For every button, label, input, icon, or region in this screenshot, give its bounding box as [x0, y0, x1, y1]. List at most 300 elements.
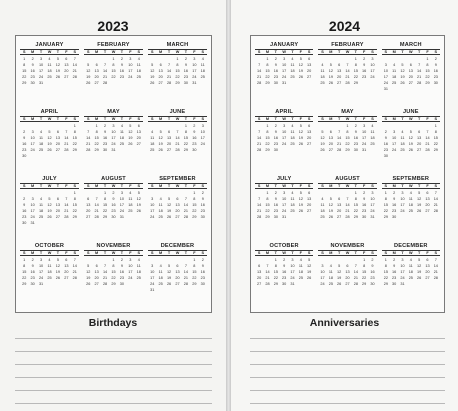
day-grid	[255, 123, 313, 153]
day-number: 14	[337, 136, 342, 140]
weekday-letter: T	[291, 184, 294, 188]
weekday-letter: W	[111, 251, 116, 255]
day-number: 31	[38, 81, 44, 85]
day-number: 16	[433, 69, 438, 73]
day-number: 27	[64, 276, 69, 280]
day-number: 19	[158, 142, 163, 146]
day-number: 16	[273, 203, 278, 207]
weekday-letter: T	[39, 50, 43, 54]
weekday-letter: M	[329, 117, 333, 121]
day-number: 10	[119, 197, 125, 201]
month-block	[148, 241, 207, 308]
day-number: 7	[73, 258, 76, 262]
weekday-letter: W	[282, 117, 286, 121]
day-number: 2	[31, 57, 34, 61]
day-number: 3	[283, 57, 286, 61]
day-number: 5	[168, 264, 171, 268]
day-number: 26	[166, 215, 172, 219]
weekday-letter: W	[175, 50, 180, 54]
day-number: 11	[370, 130, 375, 134]
day-number: 12	[86, 69, 91, 73]
day-number: 8	[73, 197, 76, 201]
day-number: 25	[128, 209, 133, 213]
weekday-letter: M	[159, 117, 163, 121]
day-number: 22	[22, 276, 27, 280]
day-number: 16	[111, 203, 116, 207]
day-number: 2	[274, 124, 277, 128]
weekday-letter: W	[282, 184, 286, 188]
day-number: 27	[55, 215, 61, 219]
day-number: 12	[298, 63, 303, 67]
day-number: 15	[265, 203, 270, 207]
day-number: 11	[290, 63, 295, 67]
day-number: 21	[64, 142, 69, 146]
month-name: AUGUST	[335, 176, 360, 182]
day-number: 14	[265, 270, 270, 274]
weekday-letter: T	[56, 251, 60, 255]
weekday-letter: T	[291, 251, 294, 255]
day-number: 25	[158, 282, 163, 286]
day-number: 18	[158, 276, 163, 280]
weekday-letter: T	[354, 50, 357, 54]
weekday-letter: F	[193, 50, 196, 54]
day-number: 29	[425, 81, 430, 85]
weekday-header	[318, 183, 376, 189]
day-number: 11	[39, 136, 44, 140]
day-number: 5	[137, 191, 140, 195]
day-number: 15	[22, 270, 27, 274]
weekday-header	[84, 183, 143, 189]
day-grid	[255, 56, 313, 86]
weekday-letter: M	[95, 184, 99, 188]
calendar-box	[15, 35, 212, 313]
day-number: 23	[362, 209, 367, 213]
weekday-header	[20, 183, 79, 189]
day-number: 22	[362, 276, 367, 280]
right-page	[231, 0, 458, 411]
day-number: 21	[257, 142, 262, 146]
section-title-birthdays: Birthdays	[88, 317, 138, 329]
day-number: 12	[417, 197, 422, 201]
day-number: 25	[290, 142, 295, 146]
day-number: 19	[328, 209, 333, 213]
day-number: 9	[283, 264, 286, 268]
day-number: 5	[159, 130, 162, 134]
day-number: 9	[201, 264, 204, 268]
day-number: 6	[176, 197, 179, 201]
day-number: 23	[433, 75, 438, 79]
day-number: 16	[192, 136, 197, 140]
day-number: 10	[192, 63, 197, 67]
month-block	[255, 40, 313, 107]
day-number: 7	[426, 130, 429, 134]
day-number: 17	[128, 270, 133, 274]
weekday-letter: F	[426, 50, 429, 54]
day-number: 12	[320, 136, 325, 140]
weekday-header	[382, 49, 440, 55]
day-number: 18	[290, 136, 295, 140]
weekday-letter: F	[129, 117, 132, 121]
day-grid	[20, 56, 79, 86]
day-number: 7	[176, 130, 179, 134]
day-number: 25	[320, 81, 325, 85]
weekday-letter: T	[354, 117, 357, 121]
weekday-letter: F	[362, 117, 366, 121]
weekday-letter: S	[321, 251, 324, 255]
month-name: APRIL	[40, 109, 59, 115]
day-number: 23	[192, 142, 197, 146]
weekday-letter: F	[299, 251, 302, 255]
weekday-letter: W	[111, 50, 116, 54]
day-number: 27	[337, 215, 342, 219]
day-number: 3	[401, 258, 404, 262]
weekday-header	[148, 183, 207, 189]
weekday-letter: S	[73, 251, 77, 255]
day-number: 28	[337, 148, 342, 152]
day-number: 8	[426, 63, 429, 67]
day-number: 2	[31, 258, 34, 262]
day-number: 23	[183, 75, 189, 79]
day-number: 2	[363, 57, 366, 61]
day-number: 30	[192, 148, 197, 152]
day-number: 27	[166, 148, 172, 152]
day-number: 21	[72, 270, 77, 274]
day-number: 8	[266, 197, 269, 201]
day-number: 17	[362, 136, 367, 140]
day-number: 22	[183, 142, 189, 146]
day-number: 23	[200, 276, 205, 280]
day-number: 30	[200, 215, 205, 219]
day-number: 25	[38, 215, 44, 219]
day-number: 31	[362, 148, 367, 152]
day-number: 17	[30, 142, 35, 146]
day-number: 3	[129, 258, 132, 262]
day-number: 3	[40, 57, 43, 61]
day-number: 19	[150, 75, 155, 79]
day-number: 1	[73, 124, 76, 128]
day-number: 12	[298, 197, 303, 201]
day-number: 2	[274, 191, 277, 195]
day-number: 24	[362, 142, 367, 146]
weekday-letter: T	[274, 50, 277, 54]
weekday-letter: S	[86, 50, 90, 54]
day-number: 19	[86, 75, 91, 79]
day-number: 3	[151, 197, 154, 201]
weekday-header	[382, 116, 440, 122]
day-number: 11	[290, 130, 295, 134]
day-number: 4	[137, 258, 140, 262]
weekday-letter: S	[307, 251, 311, 255]
day-number: 10	[282, 197, 287, 201]
day-number: 31	[119, 215, 125, 219]
day-number: 14	[353, 270, 358, 274]
day-number: 27	[307, 142, 312, 146]
day-number: 3	[371, 191, 374, 195]
weekday-letter: F	[299, 117, 302, 121]
month-block	[255, 174, 313, 241]
day-number: 8	[95, 130, 98, 134]
day-number: 15	[265, 69, 270, 73]
day-number: 8	[184, 130, 187, 134]
day-number: 5	[338, 264, 341, 268]
day-number: 15	[192, 270, 197, 274]
weekday-letter: T	[354, 184, 357, 188]
weekday-header	[318, 116, 376, 122]
month-name: MAY	[341, 109, 354, 115]
day-number: 16	[353, 136, 358, 140]
weekday-letter: W	[175, 117, 180, 121]
day-number: 28	[425, 148, 430, 152]
day-number: 8	[384, 264, 387, 268]
weekday-letter: S	[307, 184, 311, 188]
day-number: 19	[47, 142, 52, 146]
day-number: 9	[393, 264, 396, 268]
weekday-letter: T	[184, 117, 188, 121]
day-number: 27	[337, 81, 342, 85]
day-number: 24	[128, 276, 133, 280]
day-number: 29	[345, 148, 350, 152]
day-number: 19	[320, 142, 325, 146]
day-number: 4	[409, 258, 412, 262]
day-number: 19	[328, 75, 333, 79]
day-number: 4	[137, 57, 140, 61]
day-number: 4	[401, 130, 404, 134]
day-number: 23	[102, 142, 108, 146]
day-number: 15	[22, 69, 27, 73]
day-number: 1	[112, 258, 115, 262]
month-name: JULY	[42, 176, 57, 182]
day-number: 5	[418, 191, 421, 195]
weekday-letter: M	[31, 50, 35, 54]
day-number: 17	[38, 69, 44, 73]
day-number: 28	[257, 81, 262, 85]
weekday-letter: S	[371, 184, 374, 188]
day-number: 26	[298, 142, 303, 146]
day-number: 7	[418, 63, 421, 67]
day-number: 31	[111, 148, 116, 152]
month-name: OCTOBER	[269, 243, 299, 249]
weekday-letter: M	[95, 117, 99, 121]
day-number: 19	[128, 136, 133, 140]
day-number: 7	[168, 63, 171, 67]
weekday-header	[84, 250, 143, 256]
day-number: 1	[266, 57, 269, 61]
day-number: 12	[417, 264, 422, 268]
weekday-letter: M	[329, 184, 333, 188]
weekday-letter: M	[159, 184, 163, 188]
day-number: 26	[408, 148, 413, 152]
day-number: 29	[362, 282, 367, 286]
day-number: 6	[137, 124, 140, 128]
day-number: 29	[175, 81, 180, 85]
writing-line	[15, 351, 212, 352]
day-number: 1	[426, 57, 429, 61]
day-number: 27	[328, 148, 333, 152]
weekday-header	[148, 49, 207, 55]
day-number: 22	[175, 75, 180, 79]
day-number: 1	[176, 57, 179, 61]
day-number: 9	[120, 63, 123, 67]
day-number: 5	[56, 258, 59, 262]
month-name: NOVEMBER	[330, 243, 365, 249]
day-number: 13	[337, 203, 342, 207]
day-number: 13	[307, 197, 312, 201]
day-number: 7	[104, 264, 107, 268]
day-number: 31	[370, 215, 375, 219]
day-number: 21	[345, 209, 350, 213]
day-number: 6	[338, 197, 341, 201]
weekday-letter: F	[65, 251, 68, 255]
day-number: 4	[159, 264, 162, 268]
day-number: 27	[425, 209, 430, 213]
day-number: 11	[128, 197, 133, 201]
day-number: 24	[400, 209, 405, 213]
day-number: 15	[72, 203, 77, 207]
day-number: 14	[183, 203, 189, 207]
day-number: 16	[282, 270, 287, 274]
day-number: 17	[383, 75, 388, 79]
day-number: 30	[30, 81, 35, 85]
day-number: 11	[200, 63, 205, 67]
day-number: 26	[298, 209, 303, 213]
day-number: 9	[274, 130, 277, 134]
weekday-letter: M	[392, 50, 396, 54]
weekday-letter: W	[175, 184, 180, 188]
day-number: 22	[72, 209, 77, 213]
day-number: 28	[183, 215, 189, 219]
day-number: 11	[136, 264, 141, 268]
day-number: 3	[363, 124, 366, 128]
day-number: 6	[56, 130, 59, 134]
day-number: 9	[371, 264, 374, 268]
day-number: 9	[354, 130, 357, 134]
day-number: 29	[22, 282, 27, 286]
day-number: 10	[38, 264, 44, 268]
day-number: 7	[354, 264, 357, 268]
day-number: 25	[370, 142, 375, 146]
day-number: 21	[257, 209, 262, 213]
weekday-letter: S	[137, 184, 141, 188]
month-name: MARCH	[399, 42, 422, 48]
day-number: 25	[136, 276, 141, 280]
day-number: 23	[383, 148, 388, 152]
day-number: 22	[22, 75, 27, 79]
weekday-header	[84, 116, 143, 122]
day-number: 12	[166, 203, 172, 207]
day-number: 31	[290, 282, 295, 286]
weekday-letter: S	[201, 117, 205, 121]
day-number: 28	[175, 148, 180, 152]
day-number: 4	[291, 124, 294, 128]
day-number: 31	[150, 288, 155, 292]
day-number: 11	[328, 270, 333, 274]
day-number: 14	[94, 203, 99, 207]
weekday-letter: T	[120, 117, 124, 121]
day-number: 4	[291, 191, 294, 195]
weekday-letter: S	[137, 50, 141, 54]
day-number: 22	[433, 142, 438, 146]
day-number: 20	[94, 75, 99, 79]
weekday-letter: W	[409, 251, 413, 255]
day-number: 9	[31, 63, 34, 67]
day-number: 6	[409, 63, 412, 67]
day-number: 30	[22, 154, 27, 158]
weekday-letter: S	[307, 50, 311, 54]
day-number: 28	[64, 215, 69, 219]
day-number: 21	[353, 276, 358, 280]
day-number: 1	[112, 57, 115, 61]
day-number: 10	[282, 130, 287, 134]
day-number: 29	[433, 148, 438, 152]
day-number: 12	[55, 264, 61, 268]
day-number: 23	[22, 148, 27, 152]
month-block	[382, 40, 440, 107]
day-number: 17	[320, 276, 325, 280]
day-number: 20	[257, 276, 262, 280]
day-number: 18	[400, 142, 405, 146]
weekday-letter: W	[47, 251, 52, 255]
day-number: 27	[94, 81, 99, 85]
day-number: 7	[184, 197, 187, 201]
day-number: 13	[175, 203, 180, 207]
day-number: 8	[193, 197, 196, 201]
weekday-letter: W	[345, 50, 350, 54]
day-number: 8	[384, 197, 387, 201]
day-number: 3	[283, 124, 286, 128]
day-number: 11	[39, 203, 44, 207]
day-number: 4	[321, 197, 324, 201]
day-number: 25	[38, 148, 44, 152]
day-number: 18	[128, 203, 133, 207]
day-number: 15	[183, 136, 189, 140]
day-number: 21	[265, 276, 270, 280]
weekday-header	[318, 49, 376, 55]
day-number: 1	[346, 124, 349, 128]
day-number: 13	[328, 136, 333, 140]
day-number: 15	[72, 136, 77, 140]
day-number: 14	[257, 136, 262, 140]
day-number: 6	[56, 197, 59, 201]
day-number: 28	[433, 209, 438, 213]
day-number: 5	[299, 57, 302, 61]
day-number: 1	[193, 258, 196, 262]
day-number: 18	[200, 69, 205, 73]
day-number: 8	[112, 264, 115, 268]
weekday-letter: M	[392, 184, 396, 188]
day-number: 10	[150, 203, 155, 207]
day-number: 31	[38, 282, 44, 286]
writing-line	[15, 364, 212, 365]
day-number: 28	[345, 81, 350, 85]
weekday-header	[84, 49, 143, 55]
left-page	[0, 0, 226, 411]
weekday-header	[255, 49, 313, 55]
day-number: 10	[38, 63, 44, 67]
day-number: 28	[257, 148, 262, 152]
day-number: 27	[257, 282, 262, 286]
day-number: 25	[298, 276, 303, 280]
day-number: 2	[23, 197, 26, 201]
day-number: 24	[119, 209, 125, 213]
weekday-letter: T	[184, 184, 188, 188]
month-block	[20, 174, 79, 241]
weekday-letter: F	[129, 251, 132, 255]
day-number: 25	[408, 276, 413, 280]
day-number: 24	[128, 75, 133, 79]
day-number: 29	[102, 215, 108, 219]
day-number: 1	[354, 57, 357, 61]
day-number: 21	[417, 75, 422, 79]
